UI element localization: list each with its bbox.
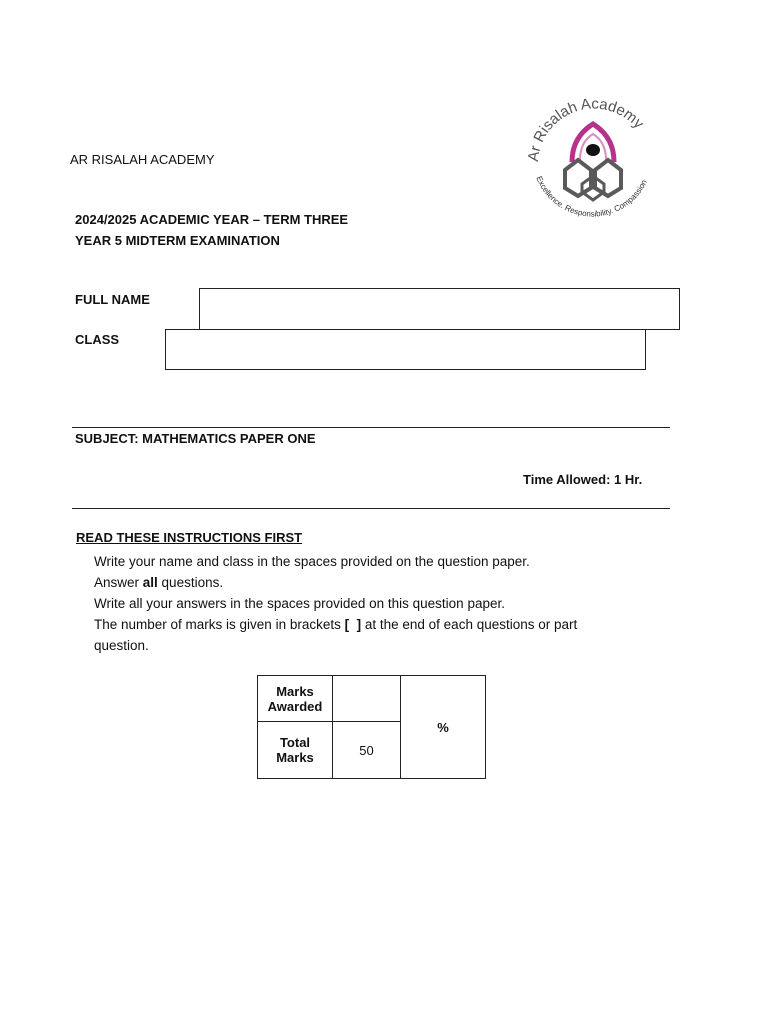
full-name-field[interactable] bbox=[199, 288, 680, 330]
time-allowed: Time Allowed: 1 Hr. bbox=[523, 472, 643, 487]
instruction-line-4-pre: The number of marks is given in brackets bbox=[94, 617, 345, 632]
instruction-line-2-bold: all bbox=[142, 575, 158, 590]
school-logo bbox=[520, 92, 666, 232]
marks-awarded-label bbox=[258, 676, 333, 722]
divider-bottom bbox=[72, 508, 670, 509]
total-marks-label-line-2: Marks bbox=[276, 750, 314, 765]
instruction-line-1: Write your name and class in the spaces provided on the question paper. bbox=[94, 554, 530, 569]
subject-label: SUBJECT: MATHEMATICS PAPER ONE bbox=[75, 431, 316, 446]
percent-cell[interactable]: % bbox=[401, 676, 486, 779]
school-logo-icon bbox=[520, 92, 666, 232]
instruction-line-2-post: questions. bbox=[157, 575, 224, 590]
exam-title: YEAR 5 MIDTERM EXAMINATION bbox=[75, 233, 280, 248]
instruction-line-2 bbox=[94, 575, 223, 590]
instruction-line-4-post: at the end of each questions or part bbox=[361, 617, 578, 632]
school-name: AR RISALAH ACADEMY bbox=[70, 152, 215, 167]
class-field[interactable] bbox=[165, 329, 646, 370]
instructions-title: READ THESE INSTRUCTIONS FIRST bbox=[76, 530, 303, 545]
divider-top bbox=[72, 427, 670, 428]
academic-year: 2024/2025 ACADEMIC YEAR – TERM THREE bbox=[75, 212, 349, 227]
class-label: CLASS bbox=[75, 332, 120, 347]
instruction-line-5: question. bbox=[94, 638, 149, 653]
logo-text-bottom: Excellence. Responsibility. Compassion bbox=[534, 174, 649, 219]
full-name-label: FULL NAME bbox=[75, 292, 150, 307]
instruction-line-4 bbox=[94, 617, 577, 632]
marks-awarded-label-line-2: Awarded bbox=[267, 698, 323, 714]
instruction-line-4-bold: [ ] bbox=[344, 617, 362, 632]
marks-awarded-value[interactable] bbox=[333, 676, 401, 722]
logo-text-top: Ar Risalah Academy bbox=[524, 95, 648, 163]
instruction-line-2-pre: Answer bbox=[94, 575, 143, 590]
marks-awarded-label-line-1: Marks bbox=[276, 683, 314, 699]
marks-table bbox=[257, 675, 486, 779]
table-row bbox=[258, 676, 486, 722]
total-marks-label-line-1: Total bbox=[279, 735, 311, 750]
instruction-line-3: Write all your answers in the spaces provided on this question paper. bbox=[94, 596, 505, 611]
total-marks-label bbox=[258, 722, 333, 779]
total-marks-value: 50 bbox=[333, 722, 401, 779]
